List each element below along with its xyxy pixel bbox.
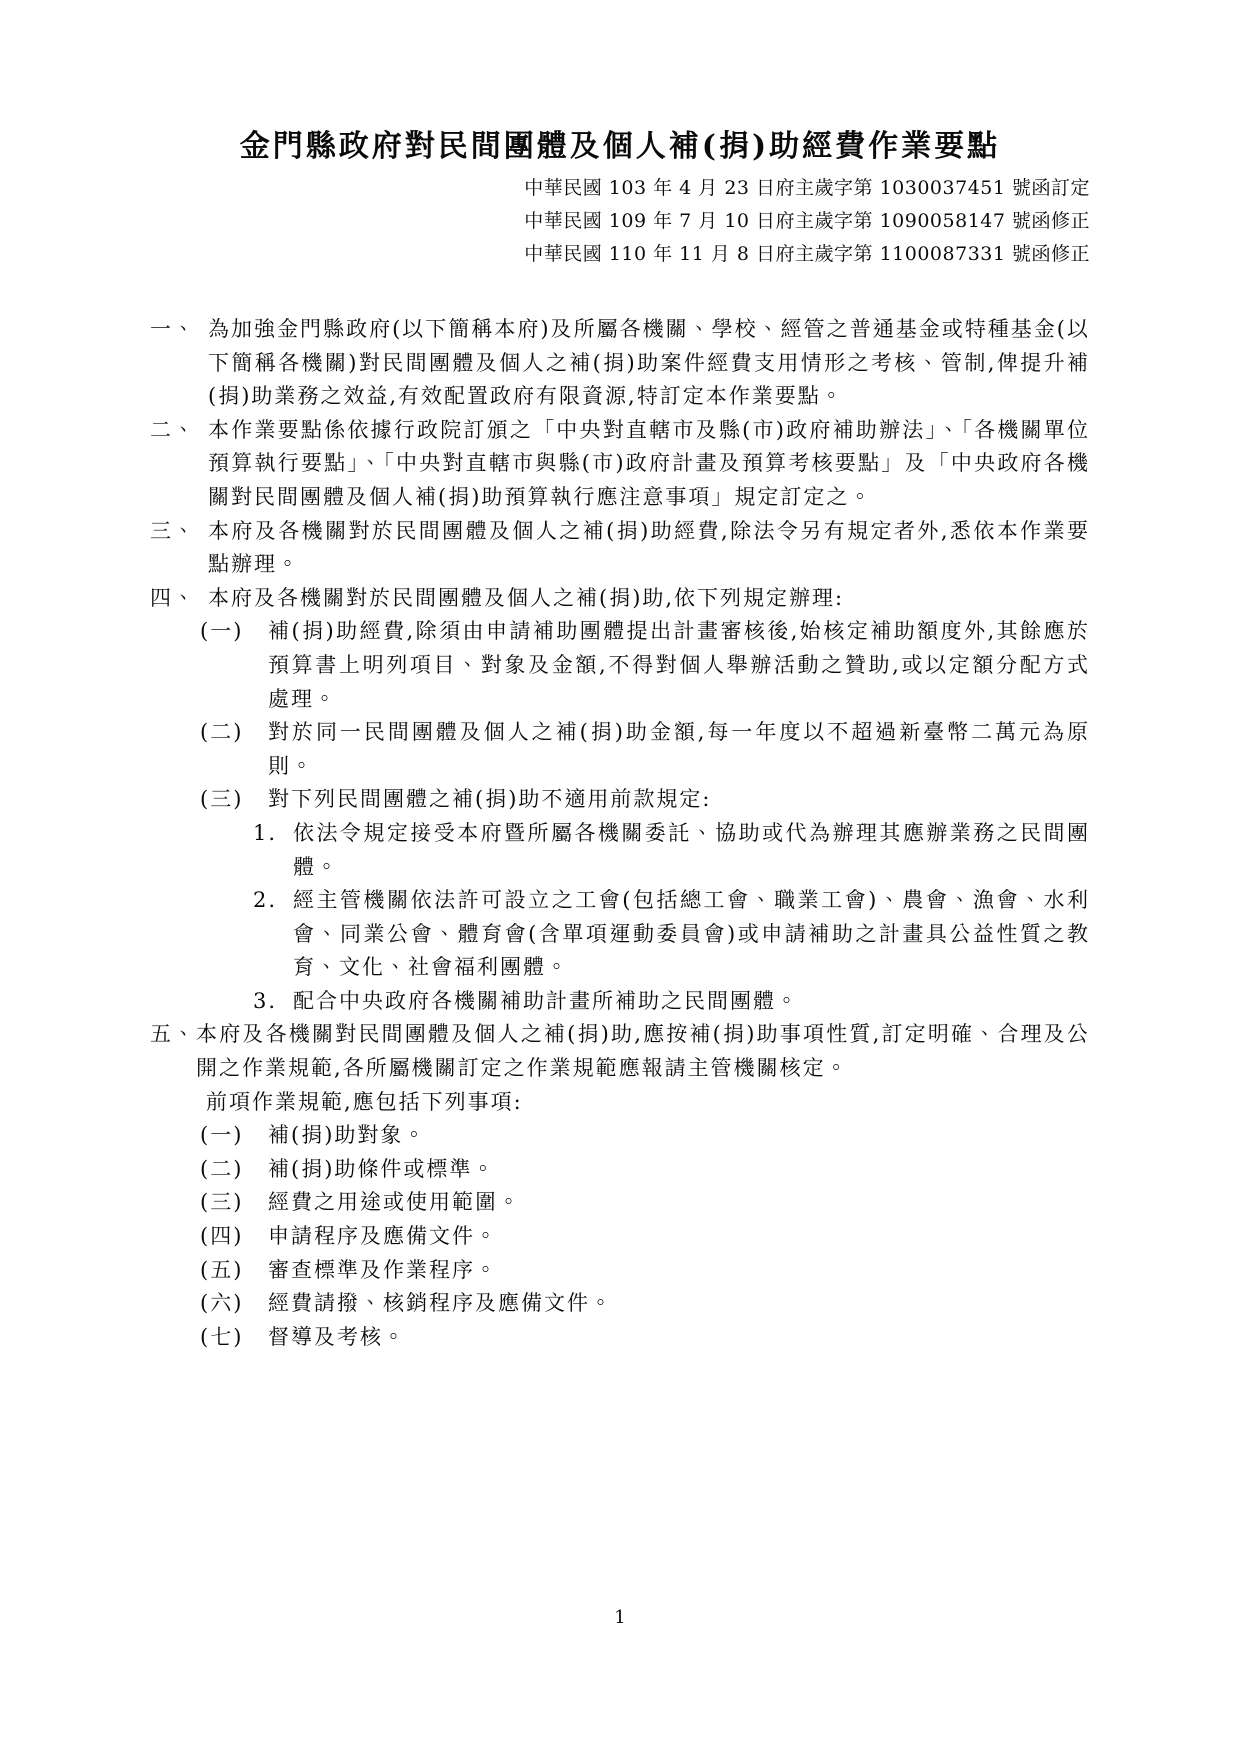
item-marker: 2.	[253, 888, 278, 913]
item-marker: 四、	[150, 585, 196, 610]
body-block	[150, 1018, 1090, 1085]
body-block	[200, 615, 1090, 716]
item-text: 依法令規定接受本府暨所屬各機關委託、協助或代為辦理其應辦業務之民間團體。	[293, 820, 1090, 879]
body-block	[200, 1254, 1090, 1288]
body-block	[150, 515, 1090, 582]
item-marker: (三)	[200, 787, 244, 812]
amendment-line: 中華民國 103 年 4 月 23 日府主歲字第 1030037451 號函訂定	[524, 177, 1090, 199]
item-text: 經費請撥、核銷程序及應備文件。	[268, 1291, 613, 1316]
item-text: 補(捐)助條件或標準。	[268, 1156, 496, 1181]
item-text: 本作業要點係依據行政院訂頒之「中央對直轄市及縣(市)政府補助辦法」、「各機關單位預算執行要點」、「中央對直轄市與縣(市)政府計畫及預算考核要點」及「中央政府各機關對民間團體及個人補(捐)助預算執行應注意事項」規定訂定之。	[208, 417, 1090, 509]
body-block	[253, 817, 1090, 884]
amendment-line: 中華民國 109 年 7 月 10 日府主歲字第 1090058147 號函修正	[524, 210, 1090, 232]
body-block	[200, 1186, 1090, 1220]
item-text: 經費之用途或使用範圍。	[268, 1190, 521, 1215]
body-block	[150, 313, 1090, 414]
item-text: 補(捐)助對象。	[268, 1123, 427, 1148]
item-text: 配合中央政府各機關補助計畫所補助之民間團體。	[293, 988, 799, 1013]
item-text: 督導及考核。	[268, 1324, 406, 1349]
document-title: 金門縣政府對民間團體及個人補(捐)助經費作業要點	[239, 129, 1001, 164]
item-text: 審查標準及作業程序。	[268, 1257, 498, 1282]
body-block	[150, 582, 1090, 616]
body-block	[200, 1321, 1090, 1355]
item-text: 為加強金門縣政府(以下簡稱本府)及所屬各機關、學校、經管之普通基金或特種基金(以下簡稱各機關)對民間團體及個人之補(捐)助案件經費支用情形之考核、管制,俾提升補(捐)助業務之效益,有效配置政府有限資源,特訂定本作業要點。	[208, 317, 1090, 409]
document-body	[150, 313, 1090, 1354]
item-text: 本府及各機關對於民間團體及個人之補(捐)助,依下列規定辦理:	[208, 585, 845, 610]
item-marker: 一、	[150, 317, 196, 341]
amendment-list	[150, 172, 1090, 271]
body-block	[200, 1153, 1090, 1187]
body-block	[200, 1119, 1090, 1153]
item-marker: 三、	[150, 518, 196, 543]
item-marker: 3.	[253, 988, 278, 1013]
item-text: 經主管機關依法許可設立之工會(包括總工會、職業工會)、農會、漁會、水利會、同業公會、體育會(含單項運動委員會)或申請補助之計畫具公益性質之教育、文化、社會福利團體。	[293, 888, 1090, 980]
item-marker: (三)	[200, 1190, 244, 1215]
item-marker: (二)	[200, 1156, 244, 1181]
body-block	[206, 1086, 1090, 1120]
item-text: 申請程序及應備文件。	[268, 1224, 498, 1249]
item-marker: 五、	[150, 1022, 196, 1047]
item-text: 對下列民間團體之補(捐)助不適用前款規定:	[268, 787, 712, 812]
body-block	[200, 716, 1090, 783]
body-block	[150, 414, 1090, 515]
item-marker: (四)	[200, 1224, 244, 1249]
page-number: 1	[614, 1607, 626, 1628]
body-block	[200, 1220, 1090, 1254]
body-block	[200, 783, 1090, 817]
item-marker: (一)	[200, 1123, 244, 1148]
item-text: 補(捐)助經費,除須由申請補助團體提出計畫審核後,始核定補助額度外,其餘應於預算書上明列項目、對象及金額,不得對個人舉辦活動之贊助,或以定額分配方式處理。	[268, 619, 1090, 711]
item-marker: 1.	[253, 820, 278, 845]
item-marker: (一)	[200, 619, 244, 644]
item-marker: (五)	[200, 1257, 244, 1282]
amendment-line: 中華民國 110 年 11 月 8 日府主歲字第 1100087331 號函修正	[524, 243, 1090, 265]
body-block	[200, 1287, 1090, 1321]
item-marker: 二、	[150, 417, 196, 442]
item-text: 對於同一民間團體及個人之補(捐)助金額,每一年度以不超過新臺幣二萬元為原則。	[268, 720, 1090, 778]
item-marker: (六)	[200, 1291, 244, 1316]
item-text: 本府及各機關對於民間團體及個人之補(捐)助經費,除法令另有規定者外,悉依本作業要點辦理。	[208, 518, 1090, 577]
document-content	[150, 126, 1090, 1354]
item-text: 前項作業規範,應包括下列事項:	[206, 1089, 523, 1114]
item-marker: (七)	[200, 1324, 244, 1349]
body-block	[253, 985, 1090, 1019]
item-marker: (二)	[200, 720, 244, 745]
item-text: 本府及各機關對民間團體及個人之補(捐)助,應按補(捐)助事項性質,訂定明確、合理及公開之作業規範,各所屬機關訂定之作業規範應報請主管機關核定。	[196, 1022, 1090, 1081]
body-block	[253, 884, 1090, 985]
